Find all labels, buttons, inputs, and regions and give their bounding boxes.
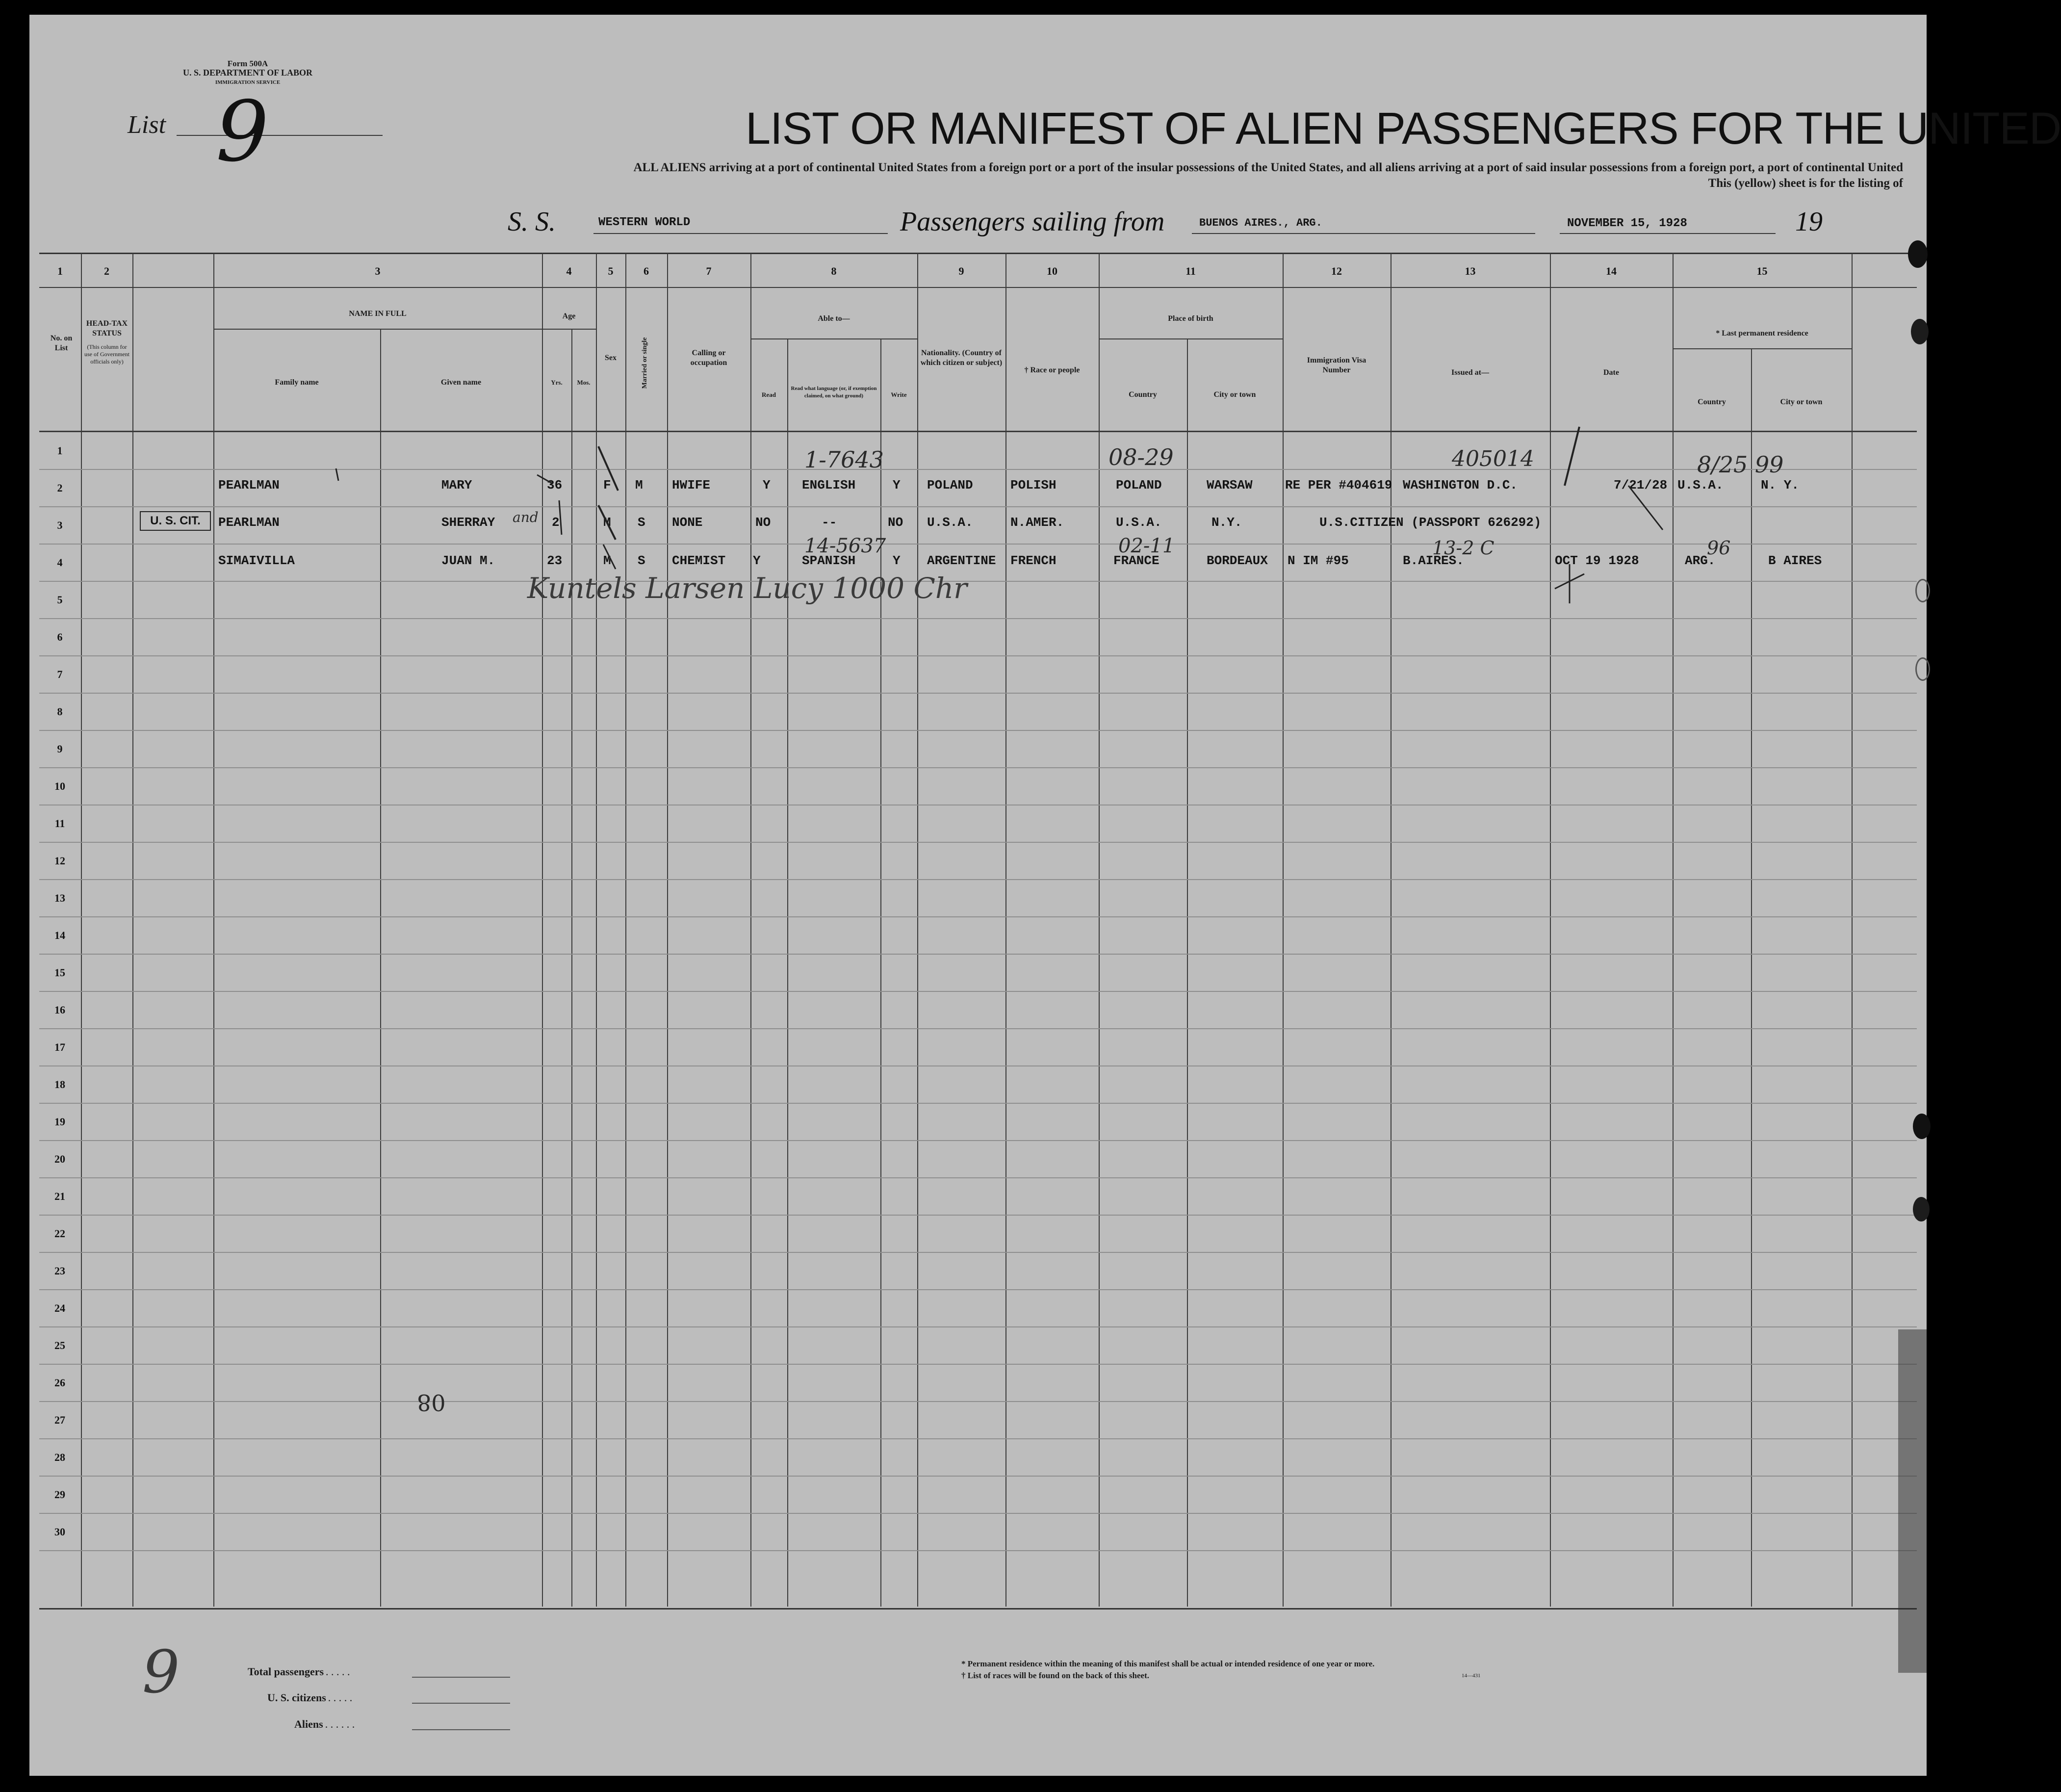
row-number: 4 <box>57 556 63 569</box>
col-number: 5 <box>608 265 614 277</box>
family-name: PEARLMAN <box>218 478 280 493</box>
occupation: HWIFE <box>672 478 711 493</box>
handwritten-note-row-4: Kuntels Larsen Lucy 1000 Chr <box>527 571 967 605</box>
issued-at: WASHINGTON D.C. <box>1403 478 1518 493</box>
handwritten-visa-code-1: 405014 <box>1452 446 1534 471</box>
col-number: 6 <box>644 265 649 277</box>
header-no-on-list: No. on List <box>50 334 73 352</box>
head-tax-status: U. S. CIT. <box>150 514 201 527</box>
service: IMMIGRATION SERVICE <box>215 79 281 85</box>
header-last-residence: * Last permanent residence <box>1716 329 1808 338</box>
visa-date: OCT 19 1928 <box>1555 553 1639 568</box>
header-mos: Mos. <box>577 379 591 386</box>
ship-name: WESTERN WORLD <box>598 216 691 229</box>
nationality: POLAND <box>927 478 973 493</box>
occupation: NONE <box>672 515 703 530</box>
row-number: 2 <box>57 482 63 494</box>
row-number: 16 <box>54 1004 65 1016</box>
col-number: 13 <box>1465 265 1476 277</box>
read-language: ENGLISH <box>802 478 856 493</box>
handwritten-language-code-1: 1-7643 <box>804 446 884 473</box>
total-passengers-dots: . . . . . <box>326 1665 350 1678</box>
col-number: 2 <box>104 265 109 277</box>
can-read: Y <box>763 478 771 493</box>
us-citizens-line <box>412 1703 510 1704</box>
row-number: 11 <box>54 817 65 830</box>
binder-hole <box>1908 240 1928 268</box>
header-res-country: Country <box>1698 398 1726 406</box>
row-number: 25 <box>54 1339 65 1351</box>
total-passengers-line <box>412 1677 510 1678</box>
col-number: 4 <box>566 265 572 277</box>
read-language: -- <box>822 515 837 530</box>
header-able-to: Able to— <box>818 314 850 323</box>
manifest-sheet <box>29 15 2061 1776</box>
aliens-dots: . . . . . . <box>325 1718 355 1730</box>
sex: M <box>603 515 611 530</box>
header-res-city: City or town <box>1780 398 1823 406</box>
handwritten-date-code-1: 8/25 99 <box>1697 451 1784 478</box>
row-number: 23 <box>54 1265 65 1277</box>
header-read-language: Read what language (or, if exemption claimed, on what ground) <box>791 386 877 399</box>
col-number: 9 <box>958 265 964 277</box>
given-name: MARY <box>441 478 472 493</box>
header-date: Date <box>1603 368 1619 377</box>
can-write: Y <box>893 553 901 568</box>
col-number: 7 <box>706 265 712 277</box>
list-number: 9 <box>216 83 269 181</box>
aliens-line <box>412 1729 510 1730</box>
race: FRENCH <box>1010 553 1056 568</box>
given-name: JUAN M. <box>441 553 495 568</box>
residence-country: ARG. <box>1685 553 1716 568</box>
race: N.AMER. <box>1010 515 1064 530</box>
header-race: † Race or people <box>1024 366 1080 374</box>
aliens-label: Aliens <box>294 1718 323 1730</box>
row-number: 22 <box>54 1227 65 1240</box>
header-place-of-birth: Place of birth <box>1168 314 1213 323</box>
row-number: 20 <box>54 1153 65 1165</box>
age-years: 36 <box>547 478 563 493</box>
footnote-residence: * Permanent residence within the meaning of this manifest shall be actual or intended residence of one year or more. <box>961 1659 1375 1668</box>
row-number: 28 <box>54 1451 65 1463</box>
family-name: PEARLMAN <box>218 515 280 530</box>
binder-hole <box>1915 657 1930 681</box>
birth-city: WARSAW <box>1207 478 1253 493</box>
department: U. S. DEPARTMENT OF LABOR <box>182 68 313 78</box>
list-label: List <box>128 111 166 139</box>
total-passengers-label: Total passengers <box>248 1665 324 1678</box>
issued-at: B.AIRES. <box>1403 553 1464 568</box>
row-number: 27 <box>54 1414 65 1426</box>
header-married: Married or single <box>641 337 648 389</box>
row-number: 30 <box>54 1526 65 1538</box>
handwritten-margin-number: 9 <box>142 1638 180 1707</box>
header-birth-country: Country <box>1129 390 1157 399</box>
row-number: 1 <box>57 444 63 457</box>
handwritten-language-code-3: 14-5637 <box>804 535 886 557</box>
citizen-note: U.S.CITIZEN (PASSPORT 626292) <box>1319 515 1542 530</box>
residence-city: N. Y. <box>1761 478 1800 493</box>
given-name: SHERRAY <box>441 515 495 530</box>
footnote-races: † List of races will be found on the back of this sheet. <box>961 1671 1149 1680</box>
birth-country: FRANCE <box>1113 553 1159 568</box>
header-head-tax: HEAD-TAX STATUS <box>86 319 128 338</box>
header-family-name: Family name <box>275 378 319 387</box>
sailing-label: Passengers sailing from <box>900 207 1165 237</box>
married-status: S <box>638 515 645 530</box>
header-sex: Sex <box>605 354 617 362</box>
race: POLISH <box>1010 478 1056 493</box>
handwritten-visa-code-3: 13-2 C <box>1432 537 1494 559</box>
handwritten-annotation-2: and <box>513 509 539 525</box>
married-status: M <box>635 478 643 493</box>
row-number: 21 <box>54 1190 65 1202</box>
read-language: SPANISH <box>802 553 856 568</box>
residence-country: U.S.A. <box>1677 478 1724 493</box>
occupation: CHEMIST <box>672 553 726 568</box>
binder-hole <box>1913 1197 1930 1221</box>
row-number: 8 <box>57 705 63 718</box>
row-number: 29 <box>54 1488 65 1501</box>
header-read: Read <box>762 391 776 398</box>
header-calling: Calling or occupation <box>690 349 727 367</box>
handwritten-birth-code-3: 02-11 <box>1118 535 1175 557</box>
col-number: 3 <box>375 265 381 277</box>
row-number: 3 <box>57 519 63 531</box>
married-status: S <box>638 553 645 568</box>
header-age: Age <box>562 312 576 320</box>
torn-edge <box>1898 1329 1927 1673</box>
birth-city: N.Y. <box>1211 515 1242 530</box>
ss-label: S. S. <box>508 207 556 237</box>
visa-date: 7/21/28 <box>1614 478 1668 493</box>
col-number: 10 <box>1047 265 1057 277</box>
year-label: 19 <box>1795 207 1823 237</box>
binder-hole <box>1915 579 1930 602</box>
row-number: 15 <box>54 966 65 979</box>
us-citizens-label: U. S. citizens <box>267 1691 326 1704</box>
nationality: ARGENTINE <box>927 553 996 568</box>
row-number: 12 <box>54 855 65 867</box>
age-years: 2 <box>552 515 560 530</box>
handwritten-birth-code-1: 08-29 <box>1108 444 1174 470</box>
visa-number: N IM #95 <box>1288 553 1349 568</box>
header-write: Write <box>891 391 907 398</box>
row-number: 26 <box>54 1376 65 1389</box>
age-years: 23 <box>547 553 563 568</box>
residence-city: B AIRES <box>1768 553 1822 568</box>
family-name: SIMAIVILLA <box>218 553 295 568</box>
col-number: 12 <box>1331 265 1342 277</box>
nationality: U.S.A. <box>927 515 973 530</box>
row-number: 19 <box>54 1116 65 1128</box>
can-read: NO <box>755 515 771 530</box>
handwritten-mark-row-26: 80 <box>417 1389 446 1416</box>
col-number: 14 <box>1606 265 1617 277</box>
col-number: 8 <box>831 265 837 277</box>
check-marks <box>29 15 2061 1776</box>
sex: F <box>603 478 611 493</box>
header-head-tax-note: (This column for use of Government officials only) <box>84 343 129 365</box>
header-yrs: Yrs. <box>551 379 563 386</box>
row-number: 24 <box>54 1302 65 1314</box>
header-name-in-full: NAME IN FULL <box>349 310 407 318</box>
handwritten-residence-code-3: 96 <box>1707 537 1731 559</box>
form-number: Form 500A <box>227 59 268 68</box>
birth-country: POLAND <box>1116 478 1162 493</box>
col-number: 15 <box>1756 265 1768 277</box>
birth-city: BORDEAUX <box>1207 553 1268 568</box>
header-issued-at: Issued at— <box>1451 368 1489 377</box>
birth-country: U.S.A. <box>1116 515 1162 530</box>
row-number: 10 <box>54 780 65 792</box>
manifest-title: LIST OR MANIFEST OF ALIEN PASSENGERS FOR THE UNITED <box>746 104 2061 154</box>
sailing-date: NOVEMBER 15, 1928 <box>1567 217 1687 230</box>
form-code: 14—431 <box>1462 1673 1481 1679</box>
row-number: 9 <box>57 743 63 755</box>
row-number: 17 <box>54 1041 65 1053</box>
col-number: 1 <box>57 265 63 277</box>
binder-hole <box>1913 1114 1931 1139</box>
row-number: 6 <box>57 631 63 643</box>
header-visa-number: Immigration Visa Number <box>1307 356 1366 374</box>
col-number: 11 <box>1185 265 1196 277</box>
row-number: 18 <box>54 1078 65 1091</box>
row-number: 14 <box>54 929 65 941</box>
header-nationality: Nationality. (Country of which citizen or subject) <box>920 349 1003 367</box>
departure-port: BUENOS AIRES., ARG. <box>1199 217 1322 229</box>
row-number: 5 <box>57 594 63 606</box>
sex: M <box>603 553 611 568</box>
manifest-subtitle-1: ALL ALIENS arriving at a port of continental United States from a foreign port or a port of the insular possessions of the United States, and all aliens arriving at a port of said insular possessions from a foreign port, a port of continental United <box>633 161 1903 174</box>
can-read: Y <box>753 553 761 568</box>
binder-hole <box>1911 319 1929 344</box>
manifest-subtitle-2: This (yellow) sheet is for the listing of <box>1708 177 1903 190</box>
us-citizens-dots: . . . . . <box>328 1691 353 1704</box>
visa-number: RE PER #404619 <box>1285 478 1392 493</box>
can-write: Y <box>893 478 901 493</box>
row-number: 7 <box>57 668 63 680</box>
can-write: NO <box>888 515 903 530</box>
header-given-name: Given name <box>440 378 482 387</box>
header-birth-city: City or town <box>1213 390 1256 399</box>
row-number: 13 <box>54 892 65 904</box>
